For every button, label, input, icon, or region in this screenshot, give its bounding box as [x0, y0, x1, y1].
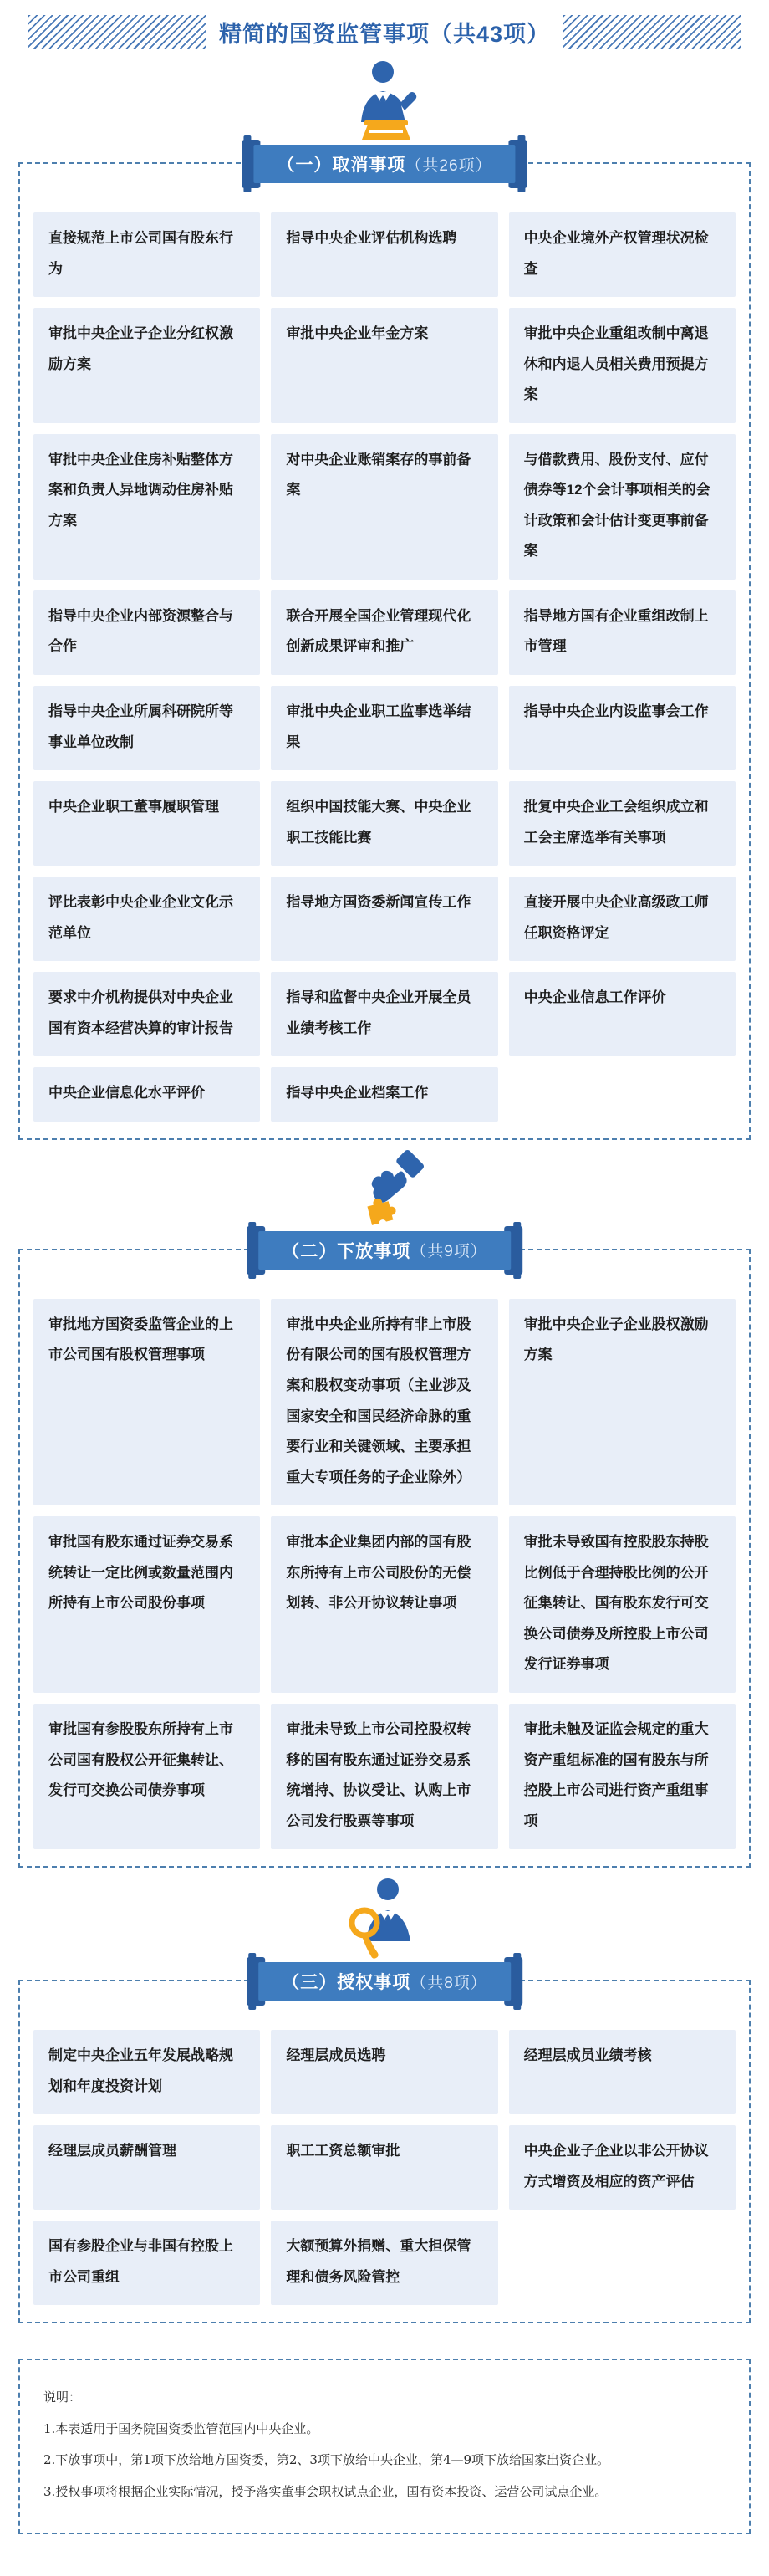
note-line: 1.本表适用于国务院国资委监管范围内中央企业。	[43, 2420, 319, 2436]
item-cell: 审批中央企业重组改制中离退休和内退人员相关费用预提方案	[509, 308, 736, 423]
item-cell: 中央企业境外产权管理状况检查	[509, 212, 736, 297]
notes-box	[18, 2359, 751, 2534]
item-cell: 审批地方国资委监管企业的上市公司国有股权管理事项	[33, 1299, 260, 1505]
stripe-decoration-right	[563, 15, 741, 49]
item-cell: 指导中央企业档案工作	[271, 1067, 497, 1122]
item-cell: 审批中央企业住房补贴整体方案和负责人异地调动住房补贴方案	[33, 434, 260, 580]
item-cell: 制定中央企业五年发展战略规划和年度投资计划	[33, 2030, 260, 2114]
item-cell: 指导中央企业内部资源整合与合作	[33, 590, 260, 675]
item-cell: 指导和监督中央企业开展全员业绩考核工作	[271, 972, 497, 1056]
note-line: 3.授权事项将根据企业实际情况，授予落实董事会职权试点企业，国有资本投资、运营公司试点企业。	[43, 2483, 608, 2499]
item-cell: 职工工资总额审批	[271, 2125, 497, 2210]
item-cell: 直接规范上市公司国有股东行为	[33, 212, 260, 297]
stripe-decoration-left	[28, 15, 206, 49]
item-cell: 经理层成员业绩考核	[509, 2030, 736, 2114]
notes-lines	[43, 2414, 726, 2508]
item-cell: 指导中央企业评估机构选聘	[271, 212, 497, 297]
item-cell: 组织中国技能大赛、中央企业职工技能比赛	[271, 781, 497, 866]
item-cell: 中央企业子企业以非公开协议方式增资及相应的资产评估	[509, 2125, 736, 2210]
authorized-items-box	[18, 1973, 751, 2323]
section-title: （二）下放事项	[282, 1241, 411, 1261]
item-cell: 审批未触及证监会规定的重大资产重组标准的国有股东与所控股上市公司进行资产重组事项	[509, 1704, 736, 1849]
item-cell: 指导中央企业所属科研院所等事业单位改制	[33, 686, 260, 770]
item-cell: 指导中央企业内设监事会工作	[509, 686, 736, 770]
item-cell: 国有参股企业与非国有控股上市公司重组	[33, 2221, 260, 2305]
item-cell: 中央企业信息工作评价	[509, 972, 736, 1056]
item-cell: 与借款费用、股份支付、应付债券等12个会计事项相关的会计政策和会计估计变更事前备案	[509, 434, 736, 580]
cancelled-items-grid	[33, 212, 736, 1122]
authorized-items-grid	[33, 2030, 736, 2305]
item-cell: 联合开展全国企业管理现代化创新成果评审和推广	[271, 590, 497, 675]
section-title: （一）取消事项	[277, 156, 406, 175]
cancelled-items-box	[18, 156, 751, 1140]
page-header	[0, 0, 769, 50]
section-cancelled-items	[18, 59, 751, 1140]
item-cell: 审批中央企业子企业股权激励方案	[509, 1299, 736, 1505]
section-count: （共26项）	[405, 156, 492, 175]
item-cell: 审批中央企业所持有非上市股份有限公司的国有股权管理方案和股权变动事项（主业涉及国家安全和国民经济命脉的重要行业和关键领域、主要承担重大专项任务的子企业除外）	[271, 1299, 497, 1505]
delegated-items-grid	[33, 1299, 736, 1849]
item-cell: 大额预算外捐赠、重大担保管理和债务风险管控	[271, 2221, 497, 2305]
hand-puzzle-icon	[18, 1148, 751, 1232]
item-cell: 指导地方国有企业重组改制上市管理	[509, 590, 736, 675]
note-line: 2.下放事项中，第1项下放给地方国资委，第2、3项下放给中央企业，第4—9项下放给国家出资企业。	[43, 2452, 610, 2468]
item-cell: 评比表彰中央企业企业文化示范单位	[33, 877, 260, 961]
item-cell: 中央企业职工董事履职管理	[33, 781, 260, 866]
item-cell: 审批未导致上市公司控股权转移的国有股东通过证券交易系统增持、协议受让、认购上市公司发行股票等事项	[271, 1704, 497, 1849]
item-cell: 审批中央企业职工监事选举结果	[271, 686, 497, 770]
item-cell: 审批中央企业子企业分红权激励方案	[33, 308, 260, 423]
item-cell: 中央企业信息化水平评价	[33, 1067, 260, 1122]
authorized-banner	[247, 1957, 522, 2006]
item-cell: 对中央企业账销案存的事前备案	[271, 434, 497, 580]
page-title: 精简的国资监管事项（共43项）	[218, 21, 551, 47]
item-cell: 审批国有参股股东所持有上市公司国有股权公开征集转让、发行可交换公司债券事项	[33, 1704, 260, 1849]
magnifier-person-icon	[18, 1876, 751, 1963]
section-count: （共9项）	[410, 1243, 487, 1261]
bottom-spacer	[0, 2534, 769, 2576]
item-cell: 审批未导致国有控股股东持股比例低于合理持股比例的公开征集转让、国有股东发行可交换公司债券及所控股上市公司发行证券事项	[509, 1516, 736, 1693]
section-authorized-items	[18, 1876, 751, 2323]
section-title: （三）授权事项	[282, 1973, 411, 1993]
banner-bar	[258, 1231, 511, 1270]
item-cell: 指导地方国资委新闻宣传工作	[271, 877, 497, 961]
notes-title: 说明：	[43, 2389, 82, 2405]
delegated-items-box	[18, 1241, 751, 1868]
podium-speaker-icon	[18, 59, 751, 146]
item-cell: 直接开展中央企业高级政工师任职资格评定	[509, 877, 736, 961]
item-cell: 审批本企业集团内部的国有股东所持有上市公司股份的无偿划转、非公开协议转让事项	[271, 1516, 497, 1693]
banner-bar	[258, 1962, 511, 2001]
banner-bar	[253, 145, 515, 183]
section-delegated-items	[18, 1148, 751, 1868]
section-count: （共8项）	[410, 1974, 487, 1992]
cancelled-banner	[242, 140, 527, 188]
item-cell: 审批中央企业年金方案	[271, 308, 497, 423]
item-cell: 审批国有股东通过证券交易系统转让一定比例或数量范围内所持有上市公司股份事项	[33, 1516, 260, 1693]
item-cell: 批复中央企业工会组织成立和工会主席选举有关事项	[509, 781, 736, 866]
item-cell: 要求中介机构提供对中央企业国有资本经营决算的审计报告	[33, 972, 260, 1056]
delegated-banner	[247, 1226, 522, 1275]
item-cell: 经理层成员选聘	[271, 2030, 497, 2114]
item-cell: 经理层成员薪酬管理	[33, 2125, 260, 2210]
